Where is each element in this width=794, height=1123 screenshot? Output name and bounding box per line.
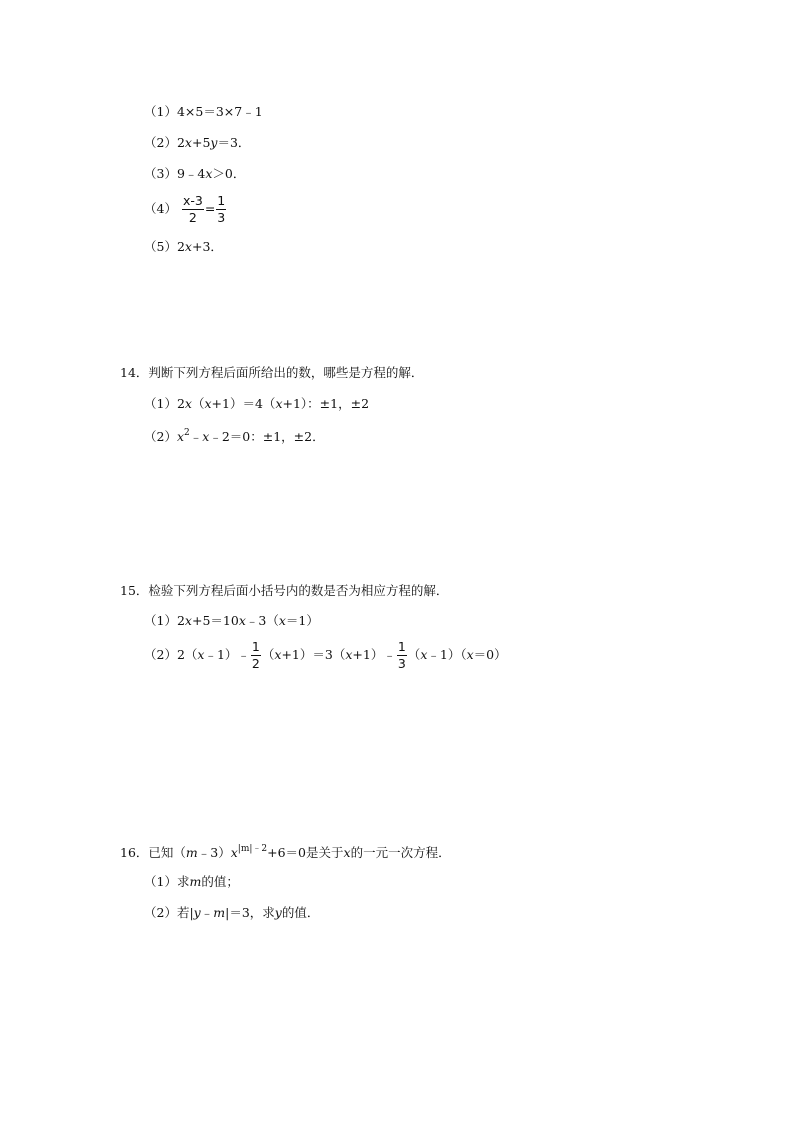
item-3: （3）9﹣4x＞0． [144, 166, 246, 181]
item-2: （2）2x+5y＝3． [144, 135, 251, 150]
fraction-1: $\frac{x-3}{2}$ [182, 193, 203, 225]
fraction-third: $\frac{1}{3}$ [397, 639, 406, 671]
fraction-2: $\frac{1}{3}$ [217, 193, 226, 225]
item-4: （4） $\frac{x-3}{2}$ = $\frac{1}{3}$ [144, 193, 226, 225]
question-15-part-1: （1）2x+5＝10x﹣3（x＝1） [144, 613, 319, 628]
question-14-part-1: （1）2x（x+1）＝4（x+1）：±1，±2 [144, 396, 370, 411]
question-14-stem: 14．判断下列方程后面所给出的数，哪些是方程的解． [120, 365, 424, 380]
question-15-part-2: （2）2（x﹣1）﹣ $\frac{1}{2}$ （x+1）＝3（x+1）﹣ $\frac{1}{3}$ （x﹣1）（x＝0） [144, 639, 507, 671]
question-16-part-2: （2）若|y﹣m|＝3，求y的值． [144, 905, 320, 920]
item-1: （1）4×5＝3×7﹣1 [144, 104, 263, 119]
question-15-stem: 15．检验下列方程后面小括号内的数是否为相应方程的解． [120, 583, 449, 598]
question-16-stem: 16．已知$(m﹣3)x^{|m|﹣2}+6=0$是关于x的一元一次方程． [120, 844, 451, 860]
item-5: （5）2x+3． [144, 239, 223, 254]
fraction-half: $\frac{1}{2}$ [251, 639, 260, 671]
question-14-part-2: $(2)x^2﹣x﹣2=0$：±1，±2． [144, 428, 325, 444]
question-16-part-1: （1）求m的值； [144, 874, 239, 889]
